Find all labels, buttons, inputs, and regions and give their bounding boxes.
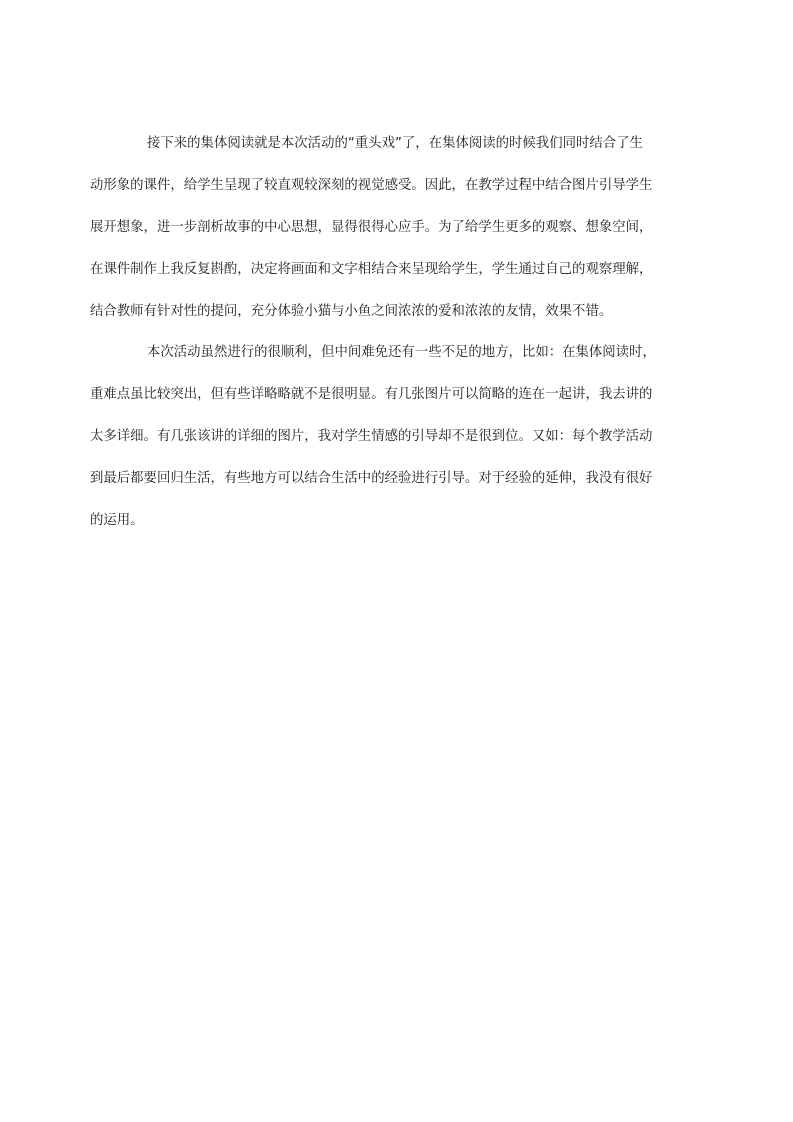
paragraph-2-line-3: 太多详细。有几张该讲的详细的图片，我对学生情感的引导却不是很到位。又如：每个教学活动 xyxy=(90,429,653,444)
paragraph-1-line-4: 在课件制作上我反复斟酌，决定将画面和文字相结合来呈现给学生，学生通过自己的观察理解， xyxy=(90,262,653,277)
paragraph-2-line-2: 重难点虽比较突出，但有些详略略就不是很明显。有几张图片可以简略的连在一起讲，我去讲的 xyxy=(90,387,653,402)
document-body xyxy=(90,133,693,552)
paragraph-2-line-5: 的运用。 xyxy=(90,513,144,528)
paragraph-2-line-4: 到最后都要回归生活，有些地方可以结合生活中的经验进行引导。对于经验的延伸，我没有很好 xyxy=(90,471,653,486)
paragraph-2 xyxy=(90,342,693,531)
paragraph-1-line-5: 结合教师有针对性的提问，充分体验小猫与小鱼之间浓浓的爱和浓浓的友情，效果不错。 xyxy=(90,304,613,319)
paragraph-1 xyxy=(90,133,693,322)
paragraph-1-line-3: 展开想象，进一步剖析故事的中心思想，显得很得心应手。为了给学生更多的观察、想象空间， xyxy=(90,220,653,235)
paragraph-1-line-1: 接下来的集体阅读就是本次活动的“重头戏”了，在集体阅读的时候我们同时结合了生 xyxy=(147,136,643,151)
paragraph-2-line-1: 本次活动虽然进行的很顺利，但中间难免还有一些不足的地方，比如：在集体阅读时， xyxy=(147,345,656,360)
paragraph-1-line-2: 动形象的课件，给学生呈现了较直观较深刻的视觉感受。因此，在教学过程中结合图片引导学生 xyxy=(90,178,653,193)
